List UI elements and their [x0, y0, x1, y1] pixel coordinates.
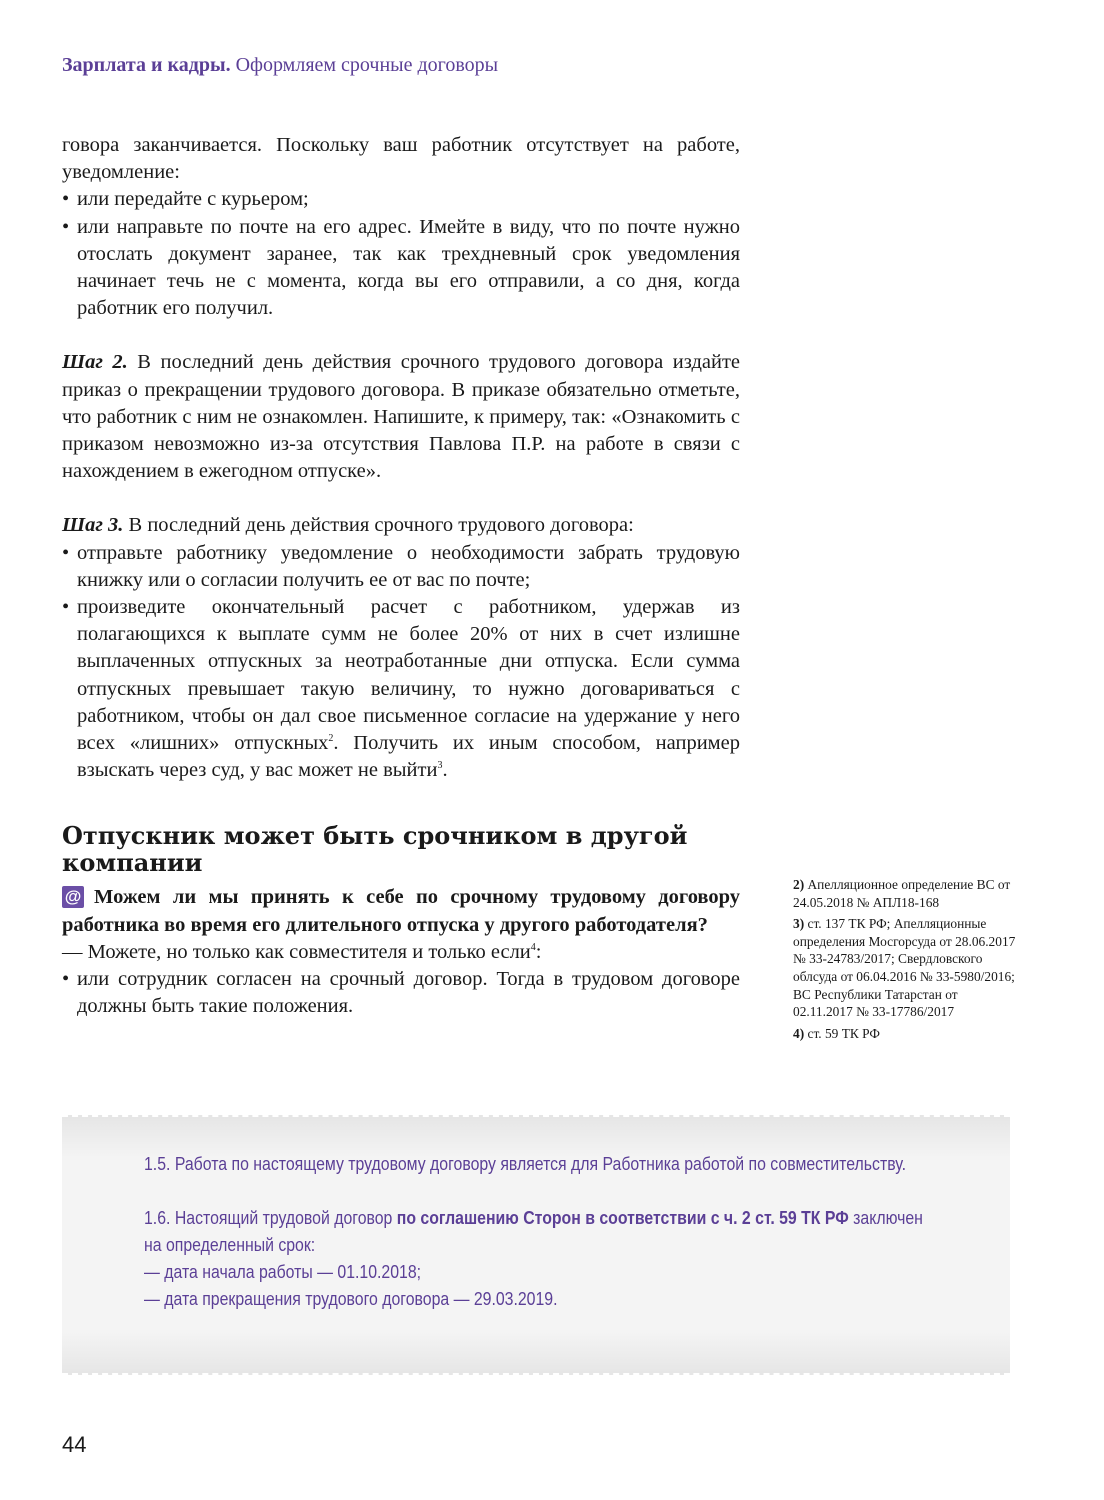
section-name: Зарплата и кадры. — [62, 54, 231, 76]
footnotes — [793, 876, 1018, 1046]
footnote — [793, 1025, 1018, 1043]
answer — [62, 939, 740, 966]
main-column — [62, 132, 740, 1020]
article-title: Оформляем срочные договоры — [235, 54, 499, 76]
list-item: • или направьте по почте на его адрес. Имейте в виду, что по почте нужно отослать документ заранее, так как трехдневный срок уведомления начинает течь не с момента, когда вы его отправили, а со дня, когда работник его получил. — [62, 214, 740, 323]
end-date: — дата прекращения трудового договора — 29.03.2019. — [144, 1289, 558, 1309]
list-item: • или передайте с курьером; — [62, 186, 740, 213]
text: 1.6. Настоящий трудовой договор — [144, 1208, 397, 1228]
footnote — [793, 876, 1018, 911]
running-header — [62, 54, 498, 77]
footnote-ref[interactable]: 3 — [437, 760, 443, 772]
question — [62, 884, 740, 938]
bullet-list — [62, 540, 740, 785]
step-2 — [62, 349, 740, 485]
clause-1-5: 1.5. Работа по настоящему трудовому договору является для Работника работой по совместительству. — [144, 1154, 907, 1174]
footnote-text: ст. 137 ТК РФ; Апелляционные определения Мосгорсуда от 28.06.2017 № 33-24783/2017; Свердловского облсуда от 06.04.2016 № 33-5980/2016; ВС Республики Татарстан от 02.11.2017 № 33-17786/2017 — [793, 916, 1016, 1020]
text: . Получить их иным способом, например взыскать через суд, у вас может не выйти — [77, 732, 740, 782]
bullet-list — [62, 186, 740, 322]
list-item — [62, 594, 740, 784]
text: . — [442, 759, 448, 782]
footnote-ref[interactable]: 4 — [530, 942, 536, 954]
footnote-ref[interactable]: 2 — [328, 733, 334, 745]
footnote-number: 4) — [793, 1025, 805, 1041]
bold-text: по соглашению Сторон в соответствии с ч. 2 ст. 59 ТК РФ — [396, 1208, 849, 1228]
step-text: В последний день действия срочного трудового договора издайте приказ о прекращении трудового договора. В приказе обязательно отметьте, что работник с ним не ознакомлен. Напишите, к примеру, так: «Ознакомить с приказом невозможно из-за отсутствия Павлова П.Р. на работе в связи с нахождением в ежегодном отпуске». — [62, 351, 741, 483]
step-label: Шаг 2. — [62, 351, 128, 374]
list-item: • или сотрудник согласен на срочный договор. Тогда в трудовом договоре должны быть такие положения. — [62, 966, 740, 1020]
clause-1-6 — [144, 1205, 936, 1259]
text: — Можете, но только как совместителя и только если — [62, 940, 531, 963]
list-item: • отправьте работнику уведомление о необходимости забрать трудовую книжку или о согласии получить ее от вас по почте; — [62, 540, 740, 594]
page-number: 44 — [62, 1432, 87, 1457]
footnote-text: ст. 59 ТК РФ — [804, 1025, 880, 1041]
step-3 — [62, 512, 740, 539]
start-date: — дата начала работы — 01.10.2018; — [144, 1262, 422, 1282]
footnote-number: 3) — [793, 916, 805, 932]
at-icon: @ — [62, 886, 84, 908]
section-heading: Отпускник может быть срочником в другой компании — [62, 821, 688, 878]
text: заключен на определенный срок: — [144, 1208, 923, 1255]
question-text: Можем ли мы принять к себе по срочному трудовому договору работника во время его длительного отпуска у другого работодателя? — [62, 886, 740, 936]
text: : — [535, 940, 542, 963]
step-label: Шаг 3. — [62, 514, 124, 537]
footnote-text: Апелляционное определение ВС от 24.05.2018 № АПЛ18-168 — [793, 877, 1011, 910]
step-text: В последний день действия срочного трудового договора: — [123, 514, 634, 537]
paragraph: говора заканчивается. Поскольку ваш работник отсутствует на работе, уведомление: — [62, 134, 740, 184]
bullet-list — [62, 966, 740, 1020]
contract-sample-box — [62, 1115, 1010, 1375]
text: произведите окончательный расчет с работником, удержав из полагающихся к выплате сумм не более 20% от них в счет излишне выплаченных отпускных за неотработанные дни отпуска. Если сумма отпускных превышает такую величину, то нужно договариваться с работником, чтобы он дал свое письменное согласие на удержание у него всех «лишних» отпускных — [77, 596, 740, 755]
footnote-number: 2) — [793, 877, 805, 892]
footnote — [793, 915, 1018, 1021]
